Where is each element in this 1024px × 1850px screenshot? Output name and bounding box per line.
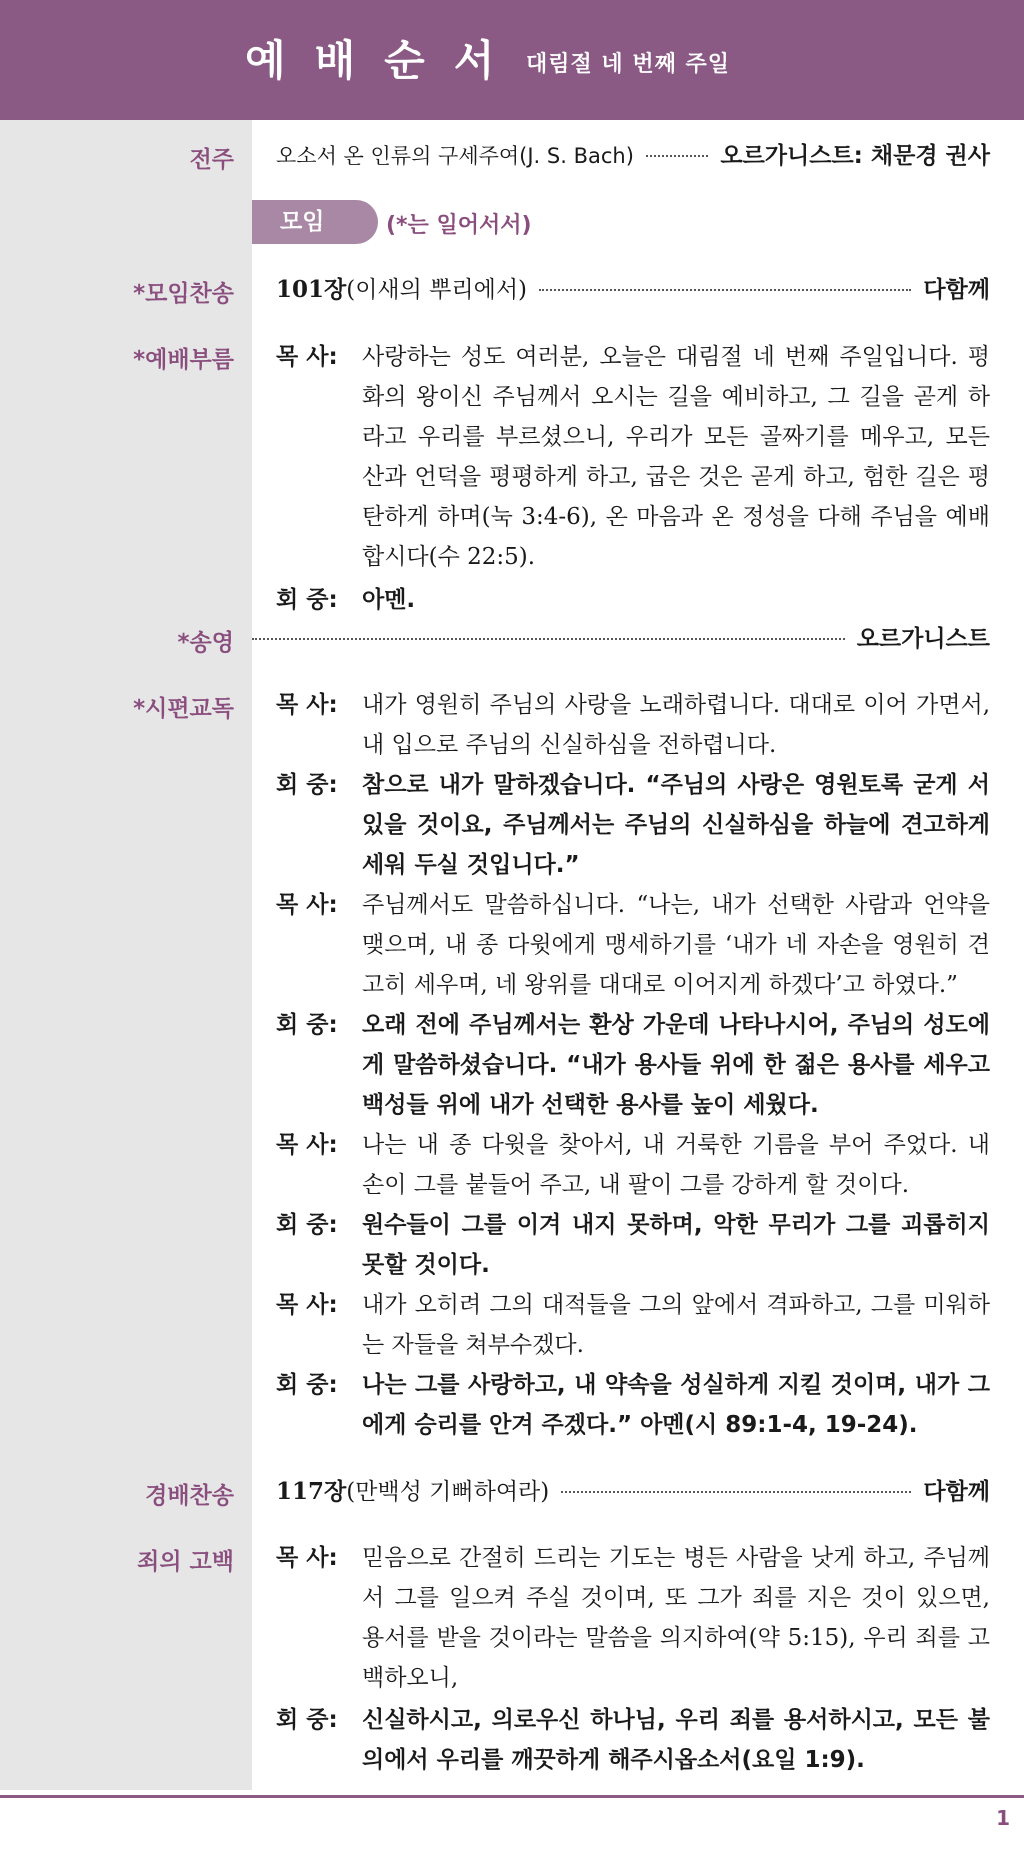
dialogue-text: 아멘. — [362, 587, 416, 613]
dialogue-line — [276, 765, 990, 885]
praise-hymn-title: (만백성 기뻐하여라) — [346, 1479, 550, 1505]
praise-hymn-performer: 다함께 — [923, 1479, 990, 1505]
section-label-psalter: *시편교독 — [133, 696, 234, 722]
section-label-praise-hymn: 경배찬송 — [145, 1483, 234, 1509]
leader-dots — [539, 289, 911, 291]
prelude-performer: 오르가니스트: 채문경 권사 — [720, 143, 990, 169]
speaker-role: 목 사: — [276, 1132, 338, 1158]
speaker-role: 회 중: — [276, 1212, 338, 1238]
dialogue-text: 사랑하는 성도 여러분, 오늘은 대림절 네 번째 주일입니다. 평화의 왕이신 주님께서 오시는 길을 예비하고, 그 길을 곧게 하라고 우리를 부르셨으니, 우리가 모든 골짜기를 메우고, 모든 산과 언덕을 평평하게 하고, 굽은 것은 곧게 하고, 험한 길은 평탄하게 하며(눅 3:4-6), 온 마음과 온 정성을 다해 주님을 예배합시다(수 22:5). — [362, 344, 990, 570]
dialogue-line — [276, 580, 990, 620]
gathering-hymn-number: 101장 — [276, 276, 347, 303]
page-title: 예배순서 — [245, 36, 524, 85]
leader-dots — [646, 155, 708, 157]
dialogue-line — [276, 1700, 990, 1780]
speaker-role: 회 중: — [276, 1372, 338, 1398]
speaker-role: 회 중: — [276, 1012, 338, 1038]
dialogue-line — [276, 1125, 990, 1205]
section-label-doxology: *송영 — [177, 630, 234, 656]
speaker-role: 회 중: — [276, 1707, 338, 1733]
dialogue-text: 내가 오히려 그의 대적들을 그의 앞에서 격파하고, 그를 미워하는 자들을 쳐부수겠다. — [362, 1292, 990, 1358]
dialogue-text: 내가 영원히 주님의 사랑을 노래하렵니다. 대대로 이어 가면서, 내 입으로 주님의 신실하심을 전하렵니다. — [362, 692, 990, 758]
header-banner — [0, 0, 1024, 120]
dialogue-line — [276, 337, 990, 577]
section-label-gathering-hymn: *모임찬송 — [133, 281, 234, 307]
dialogue-text: 원수들이 그를 이겨 내지 못하며, 악한 무리가 그를 괴롭히지 못할 것이다. — [362, 1212, 990, 1278]
dialogue-line — [276, 1365, 990, 1445]
dialogue-line — [276, 685, 990, 765]
dialogue-text: 오래 전에 주님께서는 환상 가운데 나타나시어, 주님의 성도에게 말씀하셨습니다. “내가 용사들 위에 한 젊은 용사를 세우고 백성들 위에 내가 선택한 용사를 높이 세웠다. — [362, 1012, 990, 1118]
prelude-row — [276, 136, 990, 176]
section-label-confession: 죄의 고백 — [137, 1549, 234, 1575]
gathering-tag: 모임 — [252, 200, 378, 244]
prelude-piece: 오소서 온 인류의 구세주여(J. S. Bach) — [276, 144, 634, 168]
section-label-call-to-worship: *예배부름 — [133, 347, 234, 373]
dialogue-text: 참으로 내가 말하겠습니다. “주님의 사랑은 영원토록 굳게 서 있을 것이요, 주님께서는 주님의 신실하심을 하늘에 견고하게 세워 두실 것입니다.” — [362, 772, 990, 878]
dialogue-text: 주님께서도 말씀하십니다. “나는, 내가 선택한 사람과 언약을 맺으며, 내 종 다윗에게 맹세하기를 ‘내가 네 자손을 영원히 견고히 세우며, 네 왕위를 대대로 이어지게 하겠다’고 하였다.” — [362, 892, 990, 998]
gathering-hymn-performer: 다함께 — [923, 277, 990, 303]
dialogue-line — [276, 1205, 990, 1285]
dialogue-text: 신실하시고, 의로우신 하나님, 우리 죄를 용서하시고, 모든 불의에서 우리를 깨끗하게 해주시옵소서(요일 1:9). — [362, 1707, 990, 1773]
speaker-role: 목 사: — [276, 1292, 338, 1318]
page-number: 1 — [996, 1806, 1010, 1830]
speaker-role: 회 중: — [276, 772, 338, 798]
gathering-note: (*는 일어서서) — [386, 213, 532, 238]
praise-hymn-row — [276, 1472, 990, 1512]
section-label-prelude: 전주 — [189, 147, 234, 173]
dialogue-text: 나는 그를 사랑하고, 내 약속을 성실하게 지킬 것이며, 내가 그에게 승리를 안겨 주겠다.” 아멘(시 89:1-4, 19-24). — [362, 1372, 990, 1438]
praise-hymn-number: 117장 — [276, 1478, 347, 1505]
speaker-role: 목 사: — [276, 344, 338, 370]
gathering-hymn-title: (이새의 뿌리에서) — [346, 277, 528, 303]
dialogue-text: 믿음으로 간절히 드리는 기도는 병든 사람을 낫게 하고, 주님께서 그를 일으켜 주실 것이며, 또 그가 죄를 지은 것이 있으면, 용서를 받을 것이라는 말씀을 의지하여(약 5:15), 우리 죄를 고백하오니, — [362, 1545, 990, 1691]
footer-divider — [0, 1795, 1024, 1798]
gathering-hymn-row — [276, 270, 990, 310]
doxology-row — [252, 619, 990, 659]
dialogue-line — [276, 1538, 990, 1698]
dialogue-text: 나는 내 종 다윗을 찾아서, 내 거룩한 기름을 부어 주었다. 내 손이 그를 붙들어 주고, 내 팔이 그를 강하게 할 것이다. — [362, 1132, 990, 1198]
dialogue-line — [276, 885, 990, 1005]
doxology-performer: 오르가니스트 — [856, 626, 990, 652]
dialogue-line — [276, 1005, 990, 1125]
leader-dots — [561, 1491, 911, 1493]
speaker-role: 목 사: — [276, 692, 338, 718]
page-subtitle: 대림절 네 번째 주일 — [526, 52, 730, 77]
speaker-role: 목 사: — [276, 1545, 338, 1571]
speaker-role: 목 사: — [276, 892, 338, 918]
leader-dots — [252, 638, 845, 640]
speaker-role: 회 중: — [276, 587, 338, 613]
dialogue-line — [276, 1285, 990, 1365]
